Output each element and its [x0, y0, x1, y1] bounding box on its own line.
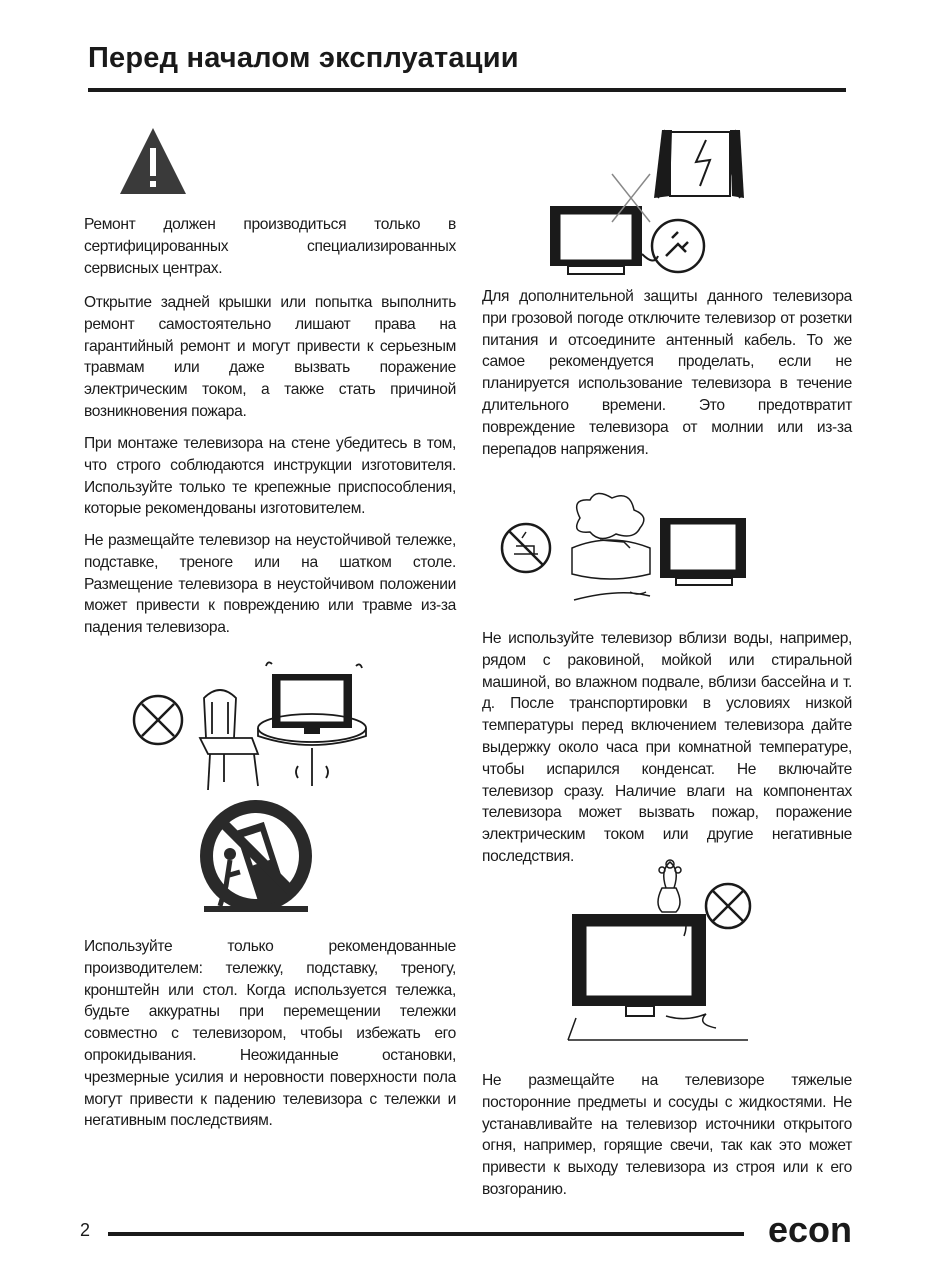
text-heavy-objects-fire: Не размещайте на телевизоре тяжелые посторонние предметы и сосуды с жидкостями. Не устанавливайте на телевизор источники открытого огня, например, горящие свечи, так как это может привести к выходу телевизора из строя или к его возгоранию.: [482, 1072, 852, 1198]
text-water-humidity: Не используйте телевизор вблизи воды, например, рядом с раковиной, мойкой или стиральной машиной, во влажном подвале, вблизи бассейна и т. д. После транспортировки в условиях низкой температуры перед включением телевизора дайте выдержку около часа при комнатной температуре, чтобы испарился конденсат. Не включайте телевизор сразу. Наличие влаги на компонентах телевизора может вызвать пожар, поражение электрическим током или другие негативные последствия.: [482, 630, 852, 865]
page-title: Перед началом эксплуатации: [88, 42, 519, 74]
text-wall-mount: При монтаже телевизора на стене убедитесь в том, что строго соблюдаются инструкции изготовителя. Используйте только те крепежные приспособления, которые рекомендованы изготовителем.: [84, 435, 456, 518]
text-back-cover-warning: Открытие задней крышки или попытка выполнить ремонт самостоятельно лишают права на гарантийный ремонт и могут привести к серьезным травмам или даже вызвать поражение электрическим током, а также стать причиной возникновения пожара.: [84, 294, 456, 420]
footer-divider: [108, 1232, 744, 1236]
text-unstable-placement: Не размещайте телевизор на неустойчивой тележке, подставке, треноге или на шатком столе. Размещение телевизора в неустойчивом положении может привести к повреждению или травме из-за падения телевизора.: [84, 532, 456, 637]
title-divider: [88, 88, 846, 92]
water-proximity-illustration: [500, 488, 750, 606]
lightning-unplug-illustration: [546, 126, 746, 278]
warning-triangle-icon: [118, 126, 188, 196]
text-repair-service: Ремонт должен производиться только в сертифицированных специализированных сервисных центрах.: [84, 216, 456, 277]
cart-tip-over-icon: [196, 796, 316, 916]
text-thunderstorm: Для дополнительной защиты данного телевизора при грозовой погоде отключите телевизор от розетки питания и отсоедините антенный кабель. То же самое рекомендуется проделать, если не планируется использование телевизора в течение длительного времени. Это предотвратит повреждение телевизора от молнии или из-за перепадов напряжения.: [482, 288, 852, 458]
econ-logo: [768, 1210, 860, 1250]
page-number: 2: [80, 1220, 91, 1240]
brand-logo-text: econ: [768, 1210, 853, 1250]
vase-on-tv-illustration: [566, 856, 758, 1042]
text-recommended-cart: Используйте только рекомендованные производителем: тележку, подставку, треногу, кронштейн или стол. Когда используется тележка, будьте аккуратны при перемещении тележки совместно с телевизором, чтобы избежать его опрокидывания. Неожиданные остановки, чрезмерные усилия и неровности поверхности пола могут привести к падению телевизора с тележки и негативным последствиям.: [84, 938, 456, 1130]
unstable-table-illustration: [128, 658, 378, 790]
